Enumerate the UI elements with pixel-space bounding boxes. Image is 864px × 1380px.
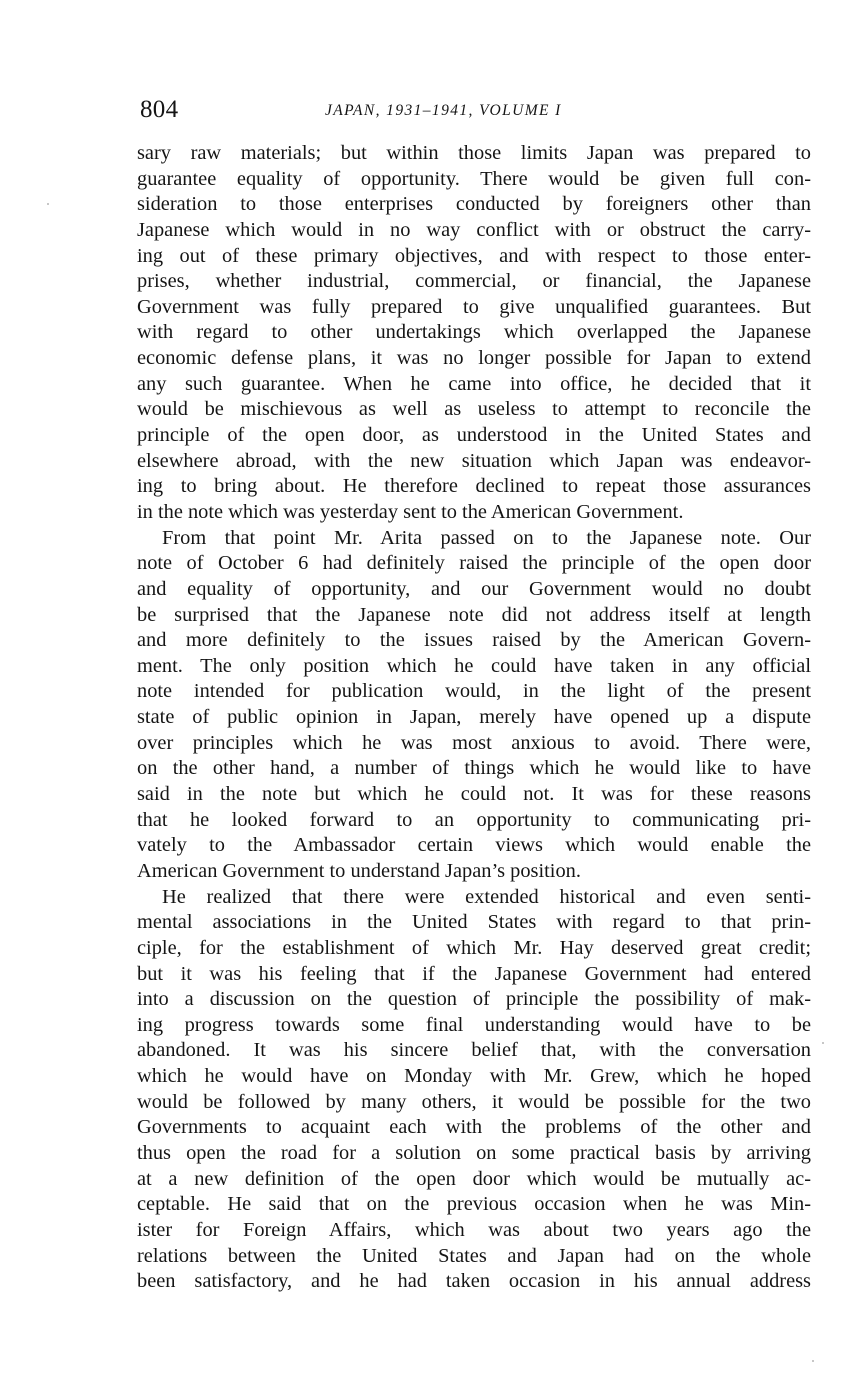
text-line: Japanese which would in no way conflict with or obstruct the carry- [137, 218, 811, 241]
scan-speck [822, 1042, 824, 1044]
text-line: with regard to other undertakings which overlapped the Japanese [137, 321, 811, 344]
text-line: but it was his feeling that if the Japanese Government had entered [137, 962, 811, 985]
text-line: and equality of opportunity, and our Government would no doubt [137, 577, 811, 600]
page-number: 804 [140, 96, 179, 123]
scan-speck [812, 1360, 814, 1362]
text-line: American Government to understand Japan’s position. [137, 859, 581, 882]
text-line: sideration to those enterprises conducted by foreigners other than [137, 193, 811, 216]
text-line: said in the note but which he could not. It was for these reasons [137, 783, 811, 806]
text-line: would be followed by many others, it would be possible for the two [137, 1090, 811, 1113]
text-line: and more definitely to the issues raised by the American Govern- [137, 629, 811, 652]
text-line: principle of the open door, as understood in the United States and [137, 424, 811, 447]
text-line: on the other hand, a number of things which he would like to have [137, 757, 811, 780]
text-line: ing progress towards some final understanding would have to be [137, 1013, 811, 1036]
text-line: prises, whether industrial, commercial, or financial, the Japanese [137, 270, 811, 293]
text-line: be surprised that the Japanese note did not address itself at length [137, 603, 811, 626]
text-line: note of October 6 had definitely raised the principle of the open door [137, 552, 811, 575]
body-text [137, 141, 811, 1295]
text-line: that he looked forward to an opportunity to communicating pri- [137, 808, 811, 831]
text-line: He realized that there were extended historical and even senti- [162, 885, 811, 908]
text-line: elsewhere abroad, with the new situation which Japan was endeavor- [137, 449, 811, 472]
text-line: at a new definition of the open door which would be mutually ac- [137, 1167, 811, 1190]
text-line: over principles which he was most anxious to avoid. There were, [137, 731, 811, 754]
text-line: been satisfactory, and he had taken occasion in his annual address [137, 1270, 811, 1293]
scan-speck [47, 203, 49, 205]
text-line: ceptable. He said that on the previous occasion when he was Min- [137, 1193, 811, 1216]
text-line: ister for Foreign Affairs, which was about two years ago the [137, 1218, 811, 1241]
text-line: which he would have on Monday with Mr. Grew, which he hoped [137, 1065, 811, 1088]
text-line: ciple, for the establishment of which Mr. Hay deserved great credit; [137, 936, 811, 959]
text-line: sary raw materials; but within those limits Japan was prepared to [137, 142, 811, 164]
text-line: economic defense plans, it was no longer possible for Japan to extend [137, 347, 811, 370]
text-line: guarantee equality of opportunity. There would be given full con- [137, 167, 811, 190]
text-line: would be mischievous as well as useless to attempt to reconcile the [137, 398, 811, 421]
text-line: ing out of these primary objectives, and with respect to those enter- [137, 244, 811, 267]
text-line: relations between the United States and Japan had on the whole [137, 1244, 811, 1267]
text-line: state of public opinion in Japan, merely have opened up a dispute [137, 706, 811, 729]
text-line: abandoned. It was his sincere belief that, with the conversation [137, 1039, 811, 1062]
text-line: mental associations in the United States with regard to that prin- [137, 911, 811, 934]
text-line: any such guarantee. When he came into office, he decided that it [137, 372, 811, 395]
paragraph [137, 141, 811, 526]
text-line: into a discussion on the question of principle the possibility of mak- [137, 988, 811, 1011]
text-line: ing to bring about. He therefore declined to repeat those assurances [137, 475, 811, 498]
text-line: vately to the Ambassador certain views which would enable the [137, 834, 811, 857]
text-line: Governments to acquaint each with the problems of the other and [137, 1116, 811, 1139]
text-line: in the note which was yesterday sent to the American Government. [137, 500, 684, 523]
text-line: thus open the road for a solution on some practical basis by arriving [137, 1141, 811, 1164]
text-line: note intended for publication would, in the light of the present [137, 680, 811, 703]
paragraph [137, 526, 811, 885]
text-line: Government was fully prepared to give unqualified guarantees. But [137, 295, 811, 318]
paragraph [137, 885, 811, 1295]
running-head: JAPAN, 1931–1941, VOLUME I [325, 102, 562, 119]
text-line: From that point Mr. Arita passed on to the Japanese note. Our [162, 526, 811, 549]
text-line: ment. The only position which he could have taken in any official [137, 654, 811, 677]
page-header [140, 96, 812, 128]
